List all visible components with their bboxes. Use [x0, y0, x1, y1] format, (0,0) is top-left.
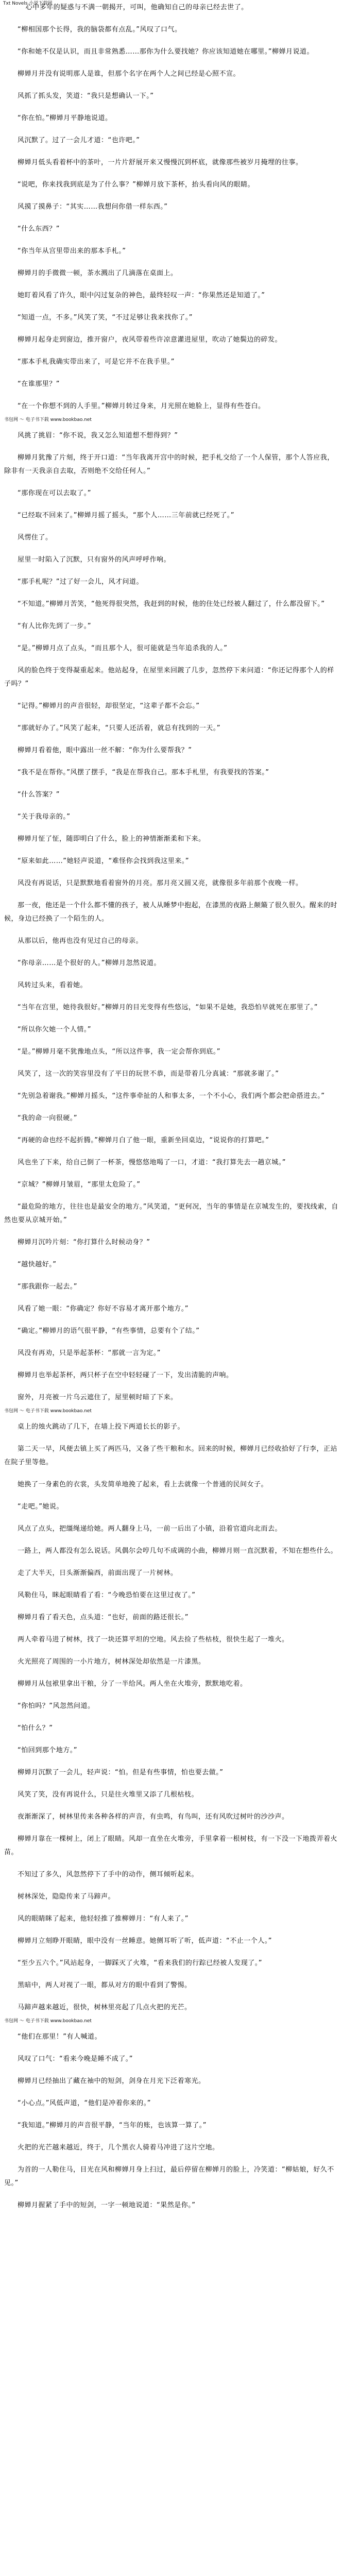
- paragraph: “怕什么？”: [18, 1724, 53, 1732]
- paragraph: “当年在宫里，她待我很好。”柳婵月的目光变得有些悠远，“如果不是她，我恐怕早就死在那里了。”: [18, 1004, 318, 1011]
- paragraph: “你母亲……是个很好的人。”柳婵月忽然说道。: [18, 959, 161, 967]
- paragraph: “那我跟你一起去。”: [18, 1283, 77, 1291]
- site-watermark: 书包网 ～ 电子书下载 www.bookbao.net: [4, 417, 92, 422]
- paragraph: “我的命一向很硬。”: [18, 1114, 77, 1122]
- paragraph: 风抓了抓头发，笑道：“我只是想确认一下。”: [18, 92, 154, 100]
- paragraph: “有人比你先到了一步。”: [18, 622, 91, 630]
- paragraph: 桌上的烛火跳动了几下，在墙上投下两道长长的影子。: [18, 1423, 185, 1431]
- paragraph: 黑暗中，两人对视了一眼，都从对方的眼中看到了警惕。: [18, 1981, 192, 1989]
- paragraph: “是。”柳婵月点了点头，“而且那个人，很可能就是当年追杀我的人。”: [18, 645, 228, 652]
- paragraph: 树林深处，隐隐传来了马蹄声。: [18, 1893, 115, 1901]
- paragraph: 火光照亮了周围的一小片地方，树林深处却依然是一片漆黑。: [18, 1658, 206, 1666]
- paragraph: “京城？”柳婵月皱眉，“那里太危险了。”: [18, 1181, 141, 1189]
- paragraph: 火把的光芒越来越近，终于，几个黑衣人骑着马冲进了这片空地。: [18, 2144, 219, 2151]
- paragraph: 风也坐了下来，给自己倒了一杯茶，慢悠悠地喝了一口，才道：“我打算先去一趟京城。”: [18, 1159, 286, 1166]
- paragraph: “柳相国那个长得，我的脑袋都有点乱。”风叹了口气。: [18, 26, 182, 33]
- paragraph: 风摸了摸鼻子：“其实……我想问你借一样东西。”: [18, 203, 168, 211]
- paragraph: 走了大半天，日头渐渐偏西，前面出现了一片树林。: [18, 1569, 178, 1577]
- paragraph: 第二天一早，风便去镇上买了两匹马，又备了些干粮和水。回来的时候，柳婵月已经收拾好了行李，正站在院子里等他。: [4, 1445, 338, 1466]
- paragraph: 不知过了多久，风忽然停下了手中的动作，侧耳倾听起来。: [18, 1871, 199, 1878]
- paragraph: 风的眼睛眯了起来，他轻轻推了推柳婵月：“有人来了。”: [18, 1915, 189, 1923]
- paragraph: 柳婵月看着他，眼中露出一丝不解：“你为什么要帮我？”: [18, 747, 192, 754]
- paragraph: “先别急着谢我。”柳婵月摇头，“这件事牵扯的人和事太多，一个不小心，我们两个都会把命搭进去。”: [18, 1092, 325, 1100]
- paragraph: “已经取不回来了。”柳婵月摇了摇头，“那个人……三年前就已经死了。”: [18, 512, 234, 519]
- paragraph: “再硬的命也经不起折腾。”柳婵月白了他一眼，重新坐回桌边，“说说你的打算吧。”: [18, 1137, 269, 1144]
- paragraph: “小心点。”风低声道，“他们是冲着你来的。”: [18, 2099, 151, 2107]
- paragraph: 她盯着风看了许久，眼中闪过复杂的神色，最终轻叹一声：“你果然还是知道了。”: [18, 292, 265, 299]
- paragraph: “那手札呢？”过了好一会儿，风才问道。: [18, 578, 143, 586]
- paragraph: 她换了一身素色的衣裳，头发简单地挽了起来，看上去就像一个普通的民间女子。: [18, 1481, 268, 1488]
- paragraph: “越快越好。”: [18, 1261, 57, 1268]
- site-watermark: 书包网 ～ 电子书下载 www.bookbao.net: [4, 2019, 92, 2024]
- paragraph: 两人牵着马进了树林，找了一块还算平坦的空地。风去捡了些枯枝，很快生起了一堆火。: [18, 1636, 289, 1643]
- paragraph: “什么答案？”: [18, 791, 60, 799]
- paragraph: “关于我母亲的。”: [18, 813, 71, 821]
- paragraph: 风看了她一眼：“你确定？你好不容易才离开那个地方。”: [18, 1305, 189, 1313]
- paragraph: 风没有再劝，只是举起茶杯：“那就一言为定。”: [18, 1349, 161, 1357]
- paragraph: 柳婵月的手微微一顿，茶水溅出了几滴落在桌面上。: [18, 269, 178, 277]
- paragraph: 从那以后，他再也没有见过自己的母亲。: [18, 937, 143, 945]
- paragraph: 风点了点头，把缰绳递给她。两人翻身上马，一前一后出了小镇，沿着官道向北而去。: [18, 1525, 282, 1533]
- paragraph: “原来如此……”她轻声说道，“难怪你会找到我这里来。”: [18, 857, 189, 865]
- paragraph: “怕回到那个地方。”: [18, 1747, 77, 1754]
- paragraph: 柳婵月靠在一棵树上，闭上了眼睛。风却一直坐在火堆旁，手里拿着一根树枝，有一下没一下地拨弄着火苗。: [4, 1835, 338, 1856]
- paragraph: “至少五六个。”风站起身，一脚踩灭了火堆，“看来我们的行踪已经被人发现了。”: [18, 1959, 262, 1967]
- paragraph: 柳婵月沉吟片刻：“你打算什么时候动身？”: [18, 1239, 150, 1246]
- paragraph: 柳婵月立刻睁开眼睛，眼中没有一丝睡意。她侧耳听了听，低声道：“不止一个人。”: [18, 1937, 272, 1945]
- paragraph: 风愣住了。: [18, 534, 53, 541]
- paragraph: “是。”柳婵月毫不犹豫地点头，“所以这件事，我一定会帮你到底。”: [18, 1048, 220, 1056]
- paragraph: 柳婵月低头看着杯中的茶叶，一片片舒展开来又慢慢沉到杯底，就像那些被岁月掩埋的往事。: [18, 159, 303, 166]
- paragraph: 柳婵月也举起茶杯，两只杯子在空中轻轻碰了一下，发出清脆的声响。: [18, 1371, 233, 1379]
- paragraph: 风勒住马，眯起眼睛看了看：“今晚恐怕要在这里过夜了。”: [18, 1591, 196, 1599]
- paragraph: “不知道。”柳婵月苦笑，“他死得很突然，我赶到的时候，他的住处已经被人翻过了，什么都没留下。”: [18, 600, 325, 608]
- paragraph: “那本手札我确实带出来了，可是它并不在我手里。”: [18, 358, 175, 366]
- paragraph: 柳婵月起身走到窗边，推开窗户，夜风带着些许凉意灌进屋里，吹动了她鬓边的碎发。: [18, 336, 282, 344]
- paragraph: “那就好办了。”风笑了起来，“只要人还活着，就总有找到的一天。”: [18, 724, 220, 732]
- paragraph: 风转过头来，看着她。: [18, 981, 88, 989]
- paragraph: “我知道。”柳婵月的声音很平静，“当年的账，也该算一算了。”: [18, 2122, 207, 2129]
- paragraph: “什么东西？”: [18, 225, 60, 233]
- paragraph: “所以你欠她一个人情。”: [18, 1026, 91, 1033]
- paragraph: “你在怕。”柳婵月平静地说道。: [18, 114, 112, 122]
- paragraph: 那一夜，他还是一个什么都不懂的孩子，被人从睡梦中抱起，在漆黑的夜路上颠簸了很久很久。醒来的时候，身边已经换了一个陌生的人。: [4, 902, 338, 923]
- paragraph: “我不是在帮你。”风摆了摆手，“我是在帮我自己。那本手札里，有我要找的答案。”: [18, 769, 269, 776]
- paragraph: “在谁那里？”: [18, 380, 60, 388]
- paragraph: 风笑了笑，没有再说什么，只是往火堆里又添了几根枯枝。: [18, 1791, 199, 1799]
- paragraph: “你和她不仅是认识，而且非常熟悉……那你为什么要找她？你应该知道她在哪里。”柳婵月说道。: [18, 48, 314, 56]
- paragraph: 夜渐渐深了，树林里传来各种各样的声音，有虫鸣，有鸟叫，还有风吹过树叶的沙沙声。: [18, 1813, 289, 1821]
- paragraph: 为首的一人勒住马，目光在风和柳婵月身上扫过，最后停留在柳婵月的脸上，冷笑道：“柳姑娘，好久不见。”: [4, 2166, 334, 2187]
- site-watermark: 书包网 ～ 电子书下载 www.bookbao.net: [4, 1409, 92, 1414]
- paragraph: 柳婵月并没有说明那人是谁，但那个名字在两个人之间已经是心照不宣。: [18, 70, 241, 78]
- paragraph: 心中多年的疑惑与不满一朝揭开，可叫，他确知自己的母亲已经去世了。: [25, 4, 248, 11]
- paragraph: “确定。”柳婵月的语气很平静，“有些事情，总要有个了结。”: [18, 1327, 200, 1335]
- paragraph: 柳婵月怔了怔，随即明白了什么，脸上的神情渐渐柔和下来。: [18, 835, 206, 843]
- paragraph: “在一个你想不到的人手里。”柳婵月转过身来，月光照在她脸上，显得有些苍白。: [18, 402, 265, 410]
- paragraph: 风没有再说话，只是默默地看着窗外的月亮。那月亮又圆又亮，就像很多年前那个夜晚一样。: [18, 879, 303, 887]
- paragraph: 柳婵月看了看天色，点头道：“也好，前面的路还很长。”: [18, 1614, 189, 1621]
- paragraph: 风叹了口气：“看来今晚是睡不成了。”: [18, 2055, 133, 2063]
- paragraph: 窗外，月亮被一片乌云遮住了，屋里顿时暗了下来。: [18, 1394, 178, 1401]
- paragraph: “走吧。”她说。: [18, 1503, 63, 1511]
- paragraph: “最危险的地方，往往也是最安全的地方。”风笑道，“更何况，当年的事情是在京城发生的，要找线索，自然也要从京城开始。”: [4, 1203, 338, 1224]
- paragraph: 柳婵月从包袱里拿出干粮，分了一半给风。两人坐在火堆旁，默默地吃着。: [18, 1680, 247, 1688]
- document-body: [4, 1, 339, 2221]
- paragraph: 柳婵月握紧了手中的短剑，一字一顿地说道：“果然是你。”: [18, 2201, 196, 2209]
- paragraph: “记得。”柳婵月的声音很轻，却很坚定，“这辈子都不会忘。”: [18, 702, 200, 710]
- paragraph: 风挑了挑眉：“你不说，我又怎么知道想不想得到？”: [18, 432, 178, 439]
- paragraph: 一路上，两人都没有怎么说话。风偶尔会哼几句不成调的小曲，柳婵月则一直沉默着，不知在想些什么。: [18, 1547, 338, 1555]
- paragraph: 风的脸色终于变得凝重起来。他站起身，在屋里来回踱了几步，忽然停下来问道：“你还记得那个人的样子吗？”: [4, 667, 334, 688]
- paragraph: “你当年从宫里带出来的那本手札。”: [18, 247, 126, 255]
- paragraph: “知道一点，不多。”风笑了笑，“不过足够让我来找你了。”: [18, 314, 193, 321]
- paragraph: 柳婵月已经抽出了藏在袖中的短剑，剑身在月光下泛着寒光。: [18, 2077, 206, 2085]
- paragraph: “那你现在可以去取了。”: [18, 489, 91, 497]
- paragraph: 柳婵月沉默了一会儿，轻声说：“怕。但是有些事情，怕也要去做。”: [18, 1769, 224, 1776]
- paragraph: “他们在那里！”有人喊道。: [18, 2033, 101, 2041]
- paragraph: 风沉默了。过了一会儿才道：“也许吧。”: [18, 137, 140, 144]
- header-site-mark: Txt Novels 小说下载网: [3, 1, 53, 6]
- paragraph: 马蹄声越来越近，很快，树林里亮起了几点火把的光芒。: [18, 2004, 192, 2011]
- paragraph: “你怕吗？”风忽然问道。: [18, 1702, 95, 1710]
- paragraph: 屋里一时陷入了沉默，只有窗外的风声呼呼作响。: [18, 556, 171, 564]
- paragraph: “说吧，你来找我到底是为了什么事？”柳婵月放下茶杯，抬头看向风的眼睛。: [18, 181, 254, 189]
- paragraph: 柳婵月犹豫了片刻，终于开口道：“当年我离开宫中的时候，把手札交给了一个人保管，那个人答应我，除非有一天我亲自去取，否则绝不交给任何人。”: [4, 454, 334, 475]
- paragraph: 风笑了，这一次的笑容里没有了平日的玩世不恭，而是带着几分真诚：“那就多谢了。”: [18, 1070, 279, 1078]
